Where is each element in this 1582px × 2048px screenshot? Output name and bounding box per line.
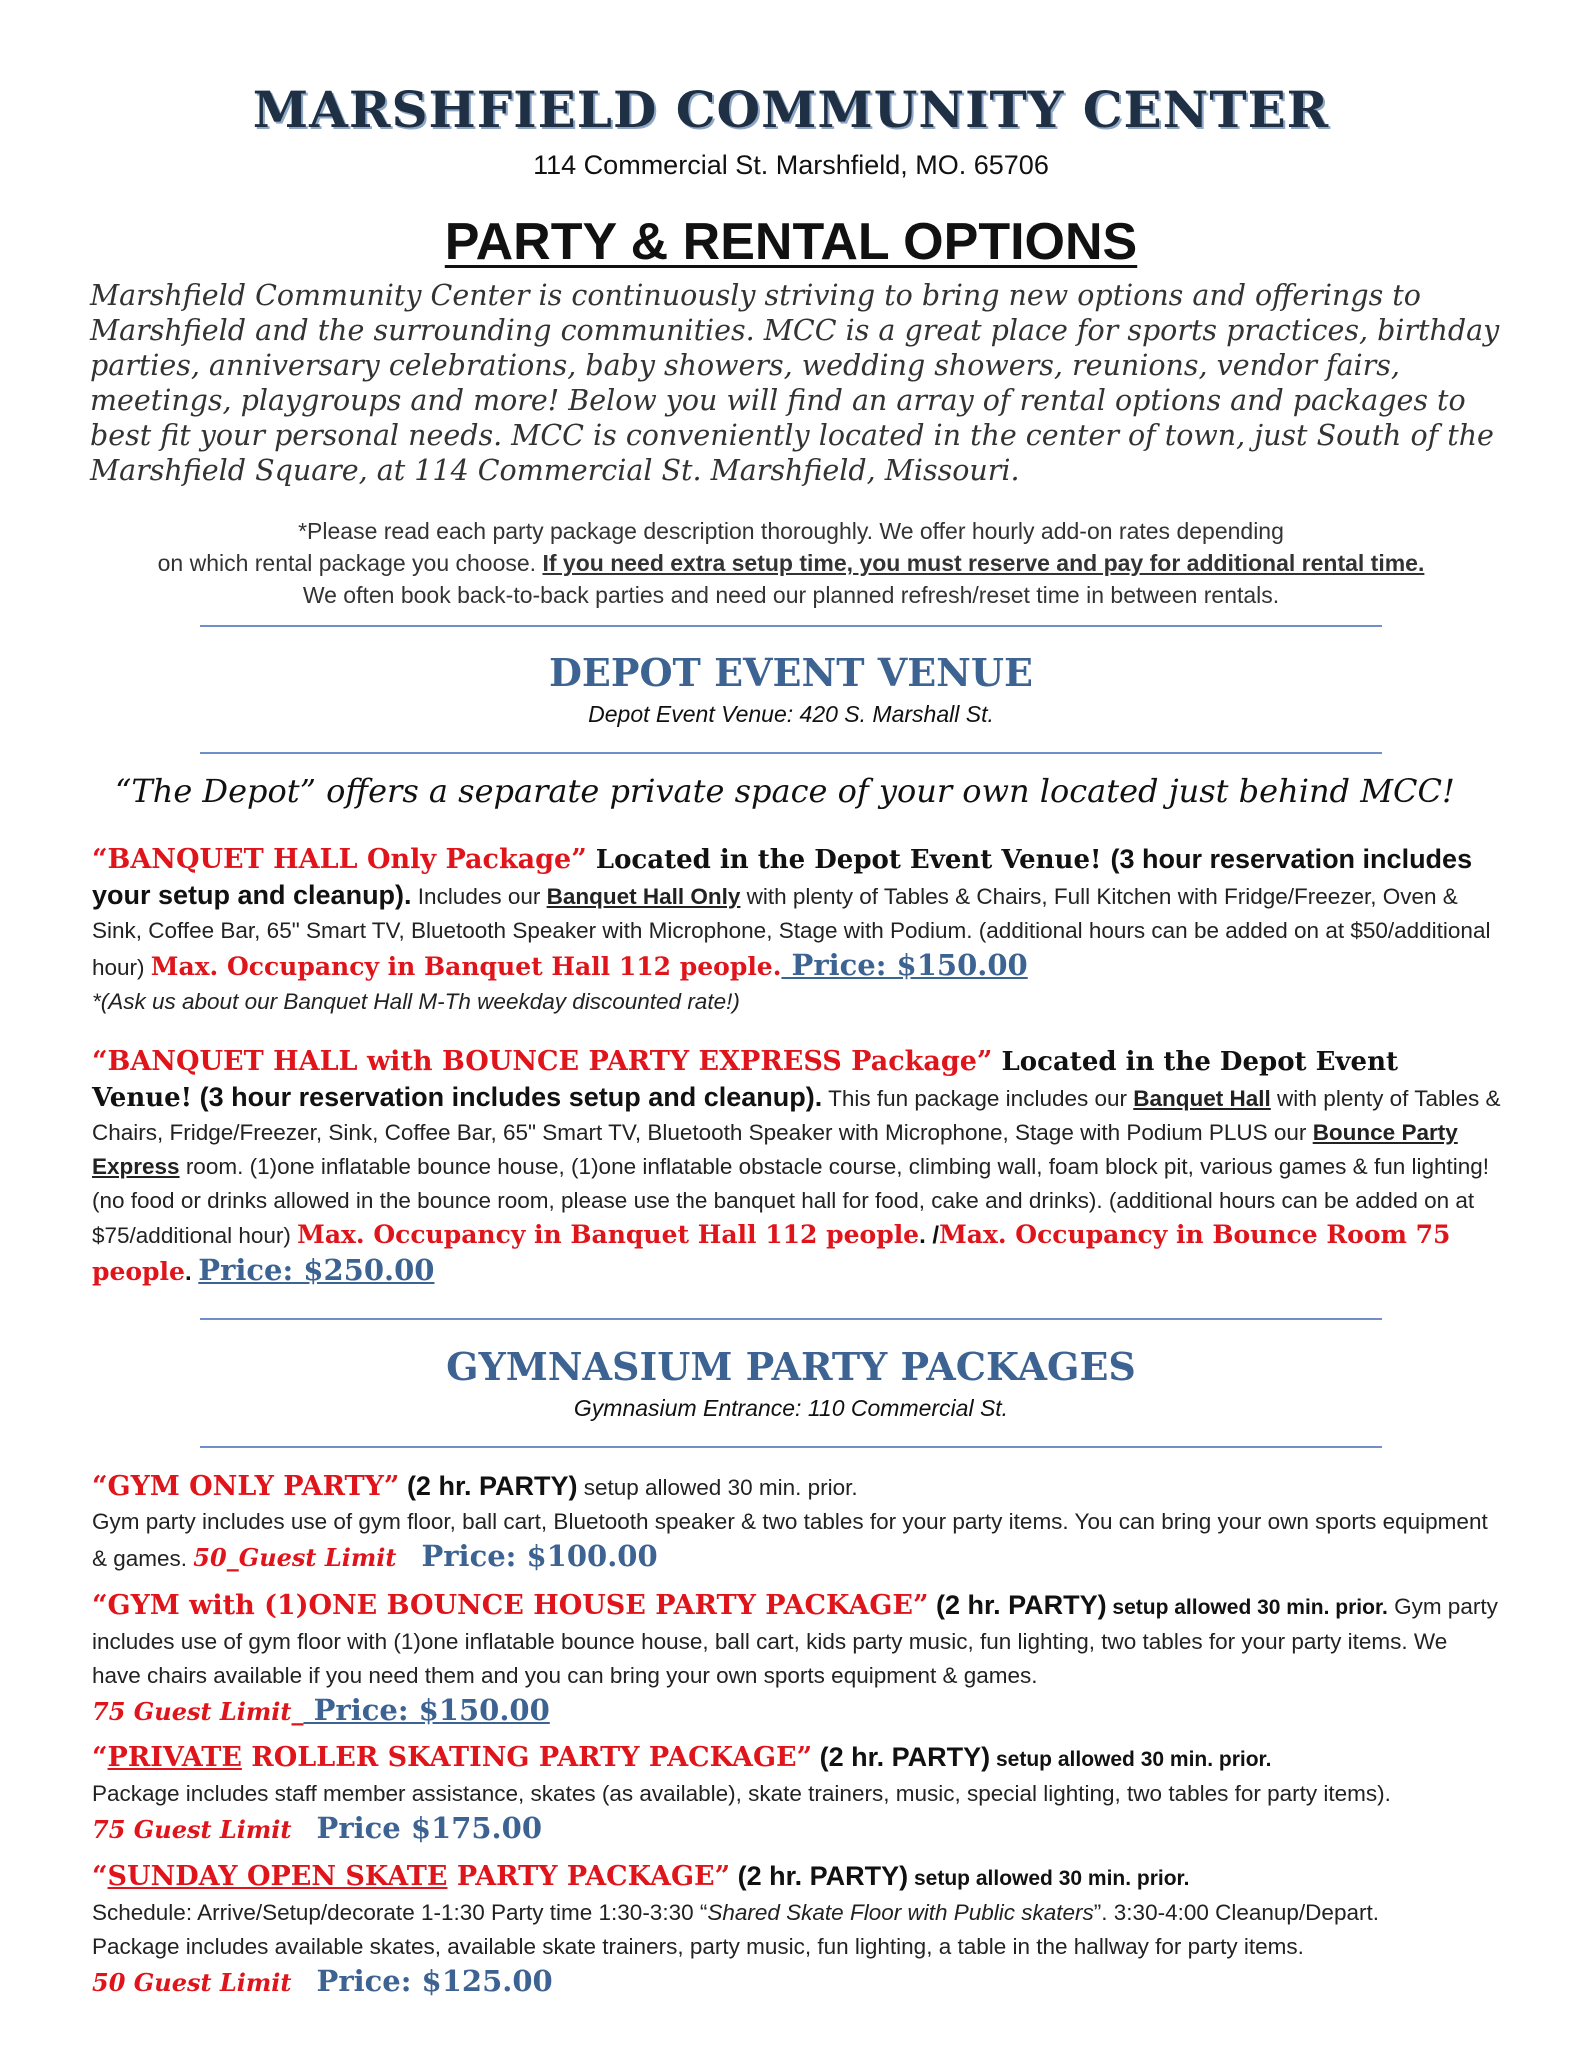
- gym-only-package: [92, 1469, 1502, 1576]
- package-price: Price: $150.00: [781, 948, 1028, 982]
- org-name: MARSHFIELD COMMUNITY CENTER: [252, 80, 1330, 139]
- package-price: Price: $250.00: [198, 1253, 435, 1287]
- package-schedule: ”. 3:30-4:00 Cleanup/Depart.: [1093, 1900, 1379, 1925]
- guest-limit: 75 Guest Limit: [92, 1815, 292, 1844]
- package-footnote: *(Ask us about our Banquet Hall M-Th weekday discounted rate!): [92, 989, 740, 1014]
- divider: [200, 752, 1382, 754]
- package-desc: Gym party includes use of gym floor with (1)one inflatable bounce house, ball cart, kids party music, fun lighting, two tables for your party items. We have chairs available if you need them and you can bring your own sports equipment & games.: [92, 1594, 1498, 1688]
- package-desc-underlined: Banquet Hall: [1133, 1086, 1271, 1111]
- roller-skating-package: [92, 1740, 1502, 1848]
- gym-bounce-package: [92, 1588, 1502, 1730]
- max-occupancy: Max. Occupancy in Banquet Hall 112 people.: [150, 952, 782, 981]
- note-line-1: *Please read each party package description thoroughly. We offer hourly add-on rates depending: [298, 518, 1284, 544]
- rental-note: [100, 515, 1482, 611]
- package-price: Price: $125.00: [316, 1964, 553, 1998]
- gym-section-address: Gymnasium Entrance: 110 Commercial St.: [573, 1395, 1009, 1421]
- package-desc-underlined: Bounce Party Express: [92, 1120, 1458, 1179]
- note-line-2: [100, 547, 1482, 579]
- depot-section-address: Depot Event Venue: 420 S. Marshall St.: [588, 701, 994, 727]
- package-location: Located in the Depot Event Venue!: [586, 845, 1111, 875]
- package-name: “BANQUET HALL with BOUNCE PARTY EXPRESS Package”: [92, 1046, 993, 1077]
- bounce-express-package: [92, 1045, 1502, 1290]
- separator: .: [184, 1259, 199, 1286]
- banquet-hall-package: [92, 842, 1502, 1019]
- divider: [200, 1446, 1382, 1448]
- package-desc: with plenty of Tables & Chairs, Fridge/Freezer, Sink, Coffee Bar, 65" Smart TV, Bluetooth Speaker with Microphone, Stage with Podium PLUS our: [92, 1086, 1501, 1145]
- package-name-underlined: PRIVATE: [107, 1742, 242, 1773]
- package-duration: (2 hr. PARTY): [399, 1471, 578, 1501]
- package-name: “GYM ONLY PARTY”: [92, 1471, 400, 1502]
- divider: [200, 1318, 1382, 1320]
- gym-section-title: GYMNASIUM PARTY PACKAGES: [446, 1344, 1136, 1389]
- package-desc: Gym party includes use of gym floor, ball cart, Bluetooth speaker & two tables for your party items. You can bring your own sports equipment & games.: [92, 1509, 1488, 1571]
- package-desc: Package includes staff member assistance, skates (as available), skate trainers, music, special lighting, two tables for party items).: [92, 1781, 1391, 1806]
- package-setup: setup allowed 30 min. prior.: [990, 1748, 1272, 1771]
- guest-limit: 50 Guest Limit: [92, 1968, 292, 1997]
- separator: . /: [919, 1222, 940, 1249]
- guest-limit: 75 Guest Limit_: [92, 1697, 304, 1726]
- sunday-open-skate-package: [92, 1859, 1502, 2001]
- package-name: [92, 1861, 730, 1892]
- address: 114 Commercial St. Marshfield, MO. 65706: [533, 150, 1049, 180]
- guest-limit: 50_Guest Limit: [193, 1543, 397, 1572]
- package-setup: setup allowed 30 min. prior.: [1106, 1596, 1388, 1619]
- note-line-2-text: on which rental package you choose.: [157, 550, 543, 576]
- package-name: “BANQUET HALL Only Package”: [92, 844, 587, 875]
- package-price: Price: $100.00: [421, 1539, 658, 1573]
- package-desc: with plenty of Tables & Chairs, Full Kitchen with Fridge/Freezer, Oven & Sink, Coffee Bar, 65" Smart TV, Bluetooth Speaker with Microphone, Stage with Podium. (additional hours can be added on at $50/additional hour): [92, 884, 1491, 980]
- package-reservation: (3 hour reservation includes setup and cleanup).: [192, 1082, 823, 1112]
- package-duration: (2 hr. PARTY): [730, 1861, 909, 1891]
- page-title: PARTY & RENTAL OPTIONS: [444, 213, 1138, 271]
- max-occupancy: Max. Occupancy in Bounce Room 75 people: [92, 1220, 1451, 1286]
- depot-section-title: DEPOT EVENT VENUE: [548, 650, 1034, 695]
- intro-paragraph: Marshfield Community Center is continuously striving to bring new options and offerings to Marshfield and the surrounding communities. MCC is a great place for sports practices, birthday parties, anniversary celebrations, baby showers, wedding showers, reunions, vendor fairs, meetings, playgroups and more! Below you will find an array of rental options and packages to best fit your personal needs. MCC is conveniently located in the center of town, just South of the Marshfield Square, at 114 Commercial St. Marshfield, Missouri.: [90, 279, 1500, 487]
- package-price: Price $175.00: [316, 1811, 543, 1845]
- package-desc-underlined: Banquet Hall Only: [546, 884, 741, 909]
- package-duration: (2 hr. PARTY): [928, 1590, 1107, 1620]
- package-setup: setup allowed 30 min. prior.: [577, 1475, 858, 1500]
- package-name-underlined: SUNDAY OPEN SKATE: [107, 1861, 448, 1892]
- package-name: “GYM with (1)ONE BOUNCE HOUSE PARTY PACKAGE”: [92, 1590, 929, 1621]
- package-desc: room. (1)one inflatable bounce house, (1)one inflatable obstacle course, climbing wall, foam block pit, various games & fun lighting! (no food or drinks allowed in the bounce room, please use the banquet hall for food, cake and drinks). (additional hours can be added on at $75/additional hour): [92, 1154, 1490, 1248]
- package-desc: This fun package includes our: [822, 1086, 1134, 1111]
- package-desc: Package includes available skates, available skate trainers, party music, fun lighting, a table in the hallway for party items.: [92, 1934, 1304, 1959]
- package-setup: setup allowed 30 min. prior.: [908, 1867, 1190, 1890]
- quote-mark: “: [92, 1742, 108, 1773]
- note-line-3: We often book back-to-back parties and need our planned refresh/reset time in between rentals.: [302, 582, 1280, 608]
- package-name-rest: ROLLER SKATING PARTY PACKAGE”: [241, 1742, 813, 1773]
- package-reservation: (3 hour reservation includes your setup and cleanup).: [92, 844, 1473, 910]
- package-schedule: Schedule: Arrive/Setup/decorate 1-1:30 Party time 1:30-3:30 “: [92, 1900, 708, 1925]
- package-name-rest: PARTY PACKAGE”: [447, 1861, 731, 1892]
- package-desc: Includes our: [411, 884, 547, 909]
- max-occupancy: Max. Occupancy in Banquet Hall 112 people: [297, 1220, 920, 1249]
- package-location: Located in the Depot Event Venue!: [92, 1047, 1398, 1113]
- package-name: [92, 1742, 812, 1773]
- note-emphasis: If you need extra setup time, you must reserve and pay for additional rental time.: [542, 550, 1425, 576]
- package-price: Price: $150.00: [303, 1693, 550, 1727]
- quote-mark: “: [92, 1861, 108, 1892]
- divider: [200, 625, 1382, 627]
- depot-tagline: “The Depot” offers a separate private space of your own located just behind MCC!: [115, 772, 1455, 810]
- package-duration: (2 hr. PARTY): [812, 1742, 991, 1772]
- package-schedule-italic: Shared Skate Floor with Public skaters: [707, 1900, 1094, 1925]
